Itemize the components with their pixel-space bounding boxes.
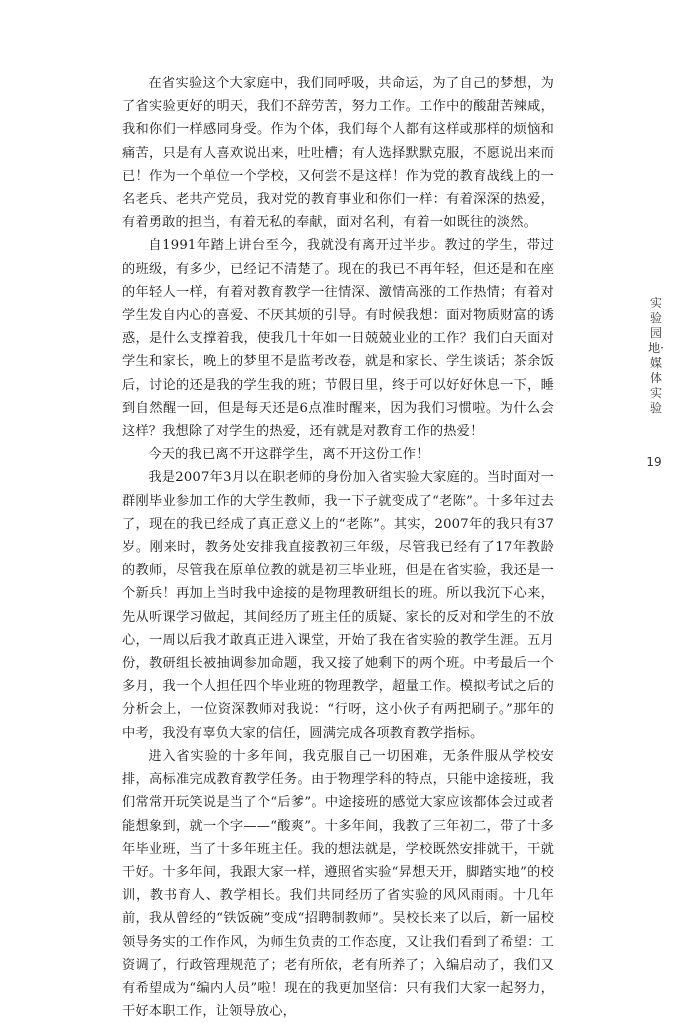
page-number: 19 [646,455,662,469]
paragraph-4: 我是2007年3月以在职老师的身份加入省实验大家庭的。当时面对一群刚毕业参加工作的大学生教师，我一下子就变成了“老陈”。十多年过去了，现在的我已经成了真正意义上的“老陈”。其实，2007年的我只有37岁。刚来时，教务处安排我直接教初三年级，尽管我已经有了17年教龄的教师，尽管我在原单位教的就是初三毕业班，但是在省实验，我还是一个新兵！再加上当时我中途接的是物理教研组长的班。所以我沉下心来，先从听课学习做起，其间经历了班主任的质疑、家长的反对和学生的不放心，一周以后我才敢真正进入课堂，开始了我在省实验的教学生涯。五月份，教研组长被抽调参加命题，我又接了她剩下的两个班。中考最后一个多月，我一个人担任四个毕业班的物理教学，超量工作。模拟考试之后的分析会上，一位资深教师对我说：“行呀，这小伙子有两把刷子。”那年的中考，我没有辜负大家的信任，圆满完成各项教育教学指标。 [122,470,554,741]
article-body [122,72,554,1023]
paragraph-1: 在省实验这个大家庭中，我们同呼吸，共命运，为了自己的梦想，为了省实验更好的明天，我们不辞劳苦，努力工作。工作中的酸甜苦辣咸，我和你们一样感同身受。作为个体，我们每个人都有这样或那样的烦恼和痛苦，只是有人喜欢说出来，吐吐槽；有人选择默默克服，不愿说出来而已！作为一个单位一个学校，又何尝不是这样！作为党的教育战线上的一名老兵、老共产党员，我对党的教育事业和你们一样：有着深深的热爱，有着勇敢的担当，有着无私的奉献，面对名利，有着一如既往的淡然。 [122,76,554,231]
paragraph-2: 自1991年踏上讲台至今，我就没有离开过半步。教过的学生，带过的班级，有多少，已经记不清楚了。现在的我已不再年轻，但还是和在座的年轻人一样，有着对教育教学一往情深、激情高涨的工作热情；有着对学生发自内心的喜爱、不厌其烦的引导。有时候我想：面对物质财富的诱惑，是什么支撑着我，使我几十年如一日兢兢业业的工作？我们白天面对学生和家长，晚上的梦里不是监考改卷，就是和家长、学生谈话；茶余饭后，讨论的还是我的学生我的班；节假日里，终于可以好好休息一下，睡到自然醒一回，但是每天还是6点准时醒来，因为我们习惯啦。为什么会这样？我想除了对学生的热爱，还有就是对教育工作的热爱！ [122,238,554,440]
paragraph-3: 今天的我已离不开这群学生，离不开这份工作！ [148,447,430,463]
section-label: 实验园地·媒体实验 [648,296,664,415]
paragraph-5: 进入省实验的十多年间，我克服自己一切困难，无条件服从学校安排，高标准完成教育教学任务。由于物理学科的特点，只能中途接班，我们常常开玩笑说是当了个“后爹”。中途接班的感觉大家应该都体会过或者能想象到，就一个字——“酸爽”。十多年间，我教了三年初二，带了十多年毕业班，当了十多年班主任。我的想法就是，学校既然安排就干，干就干好。十多年间，我跟大家一样，遵照省实验“昇想天开，脚踏实地”的校训，教书育人、教学相长。我们共同经历了省实验的风风雨雨。十几年前，我从曾经的“铁饭碗”变成“招聘制教师”。吴校长来了以后，新一届校领导务实的工作作风，为师生负责的工作态度，又让我们看到了希望：工资调了，行政管理规范了；老有所依，老有所养了；入编启动了，我们又有希望成为“编内人员”啦！现在的我更加坚信：只有我们大家一起努力，干好本职工作，让领导放心， [122,748,554,1020]
